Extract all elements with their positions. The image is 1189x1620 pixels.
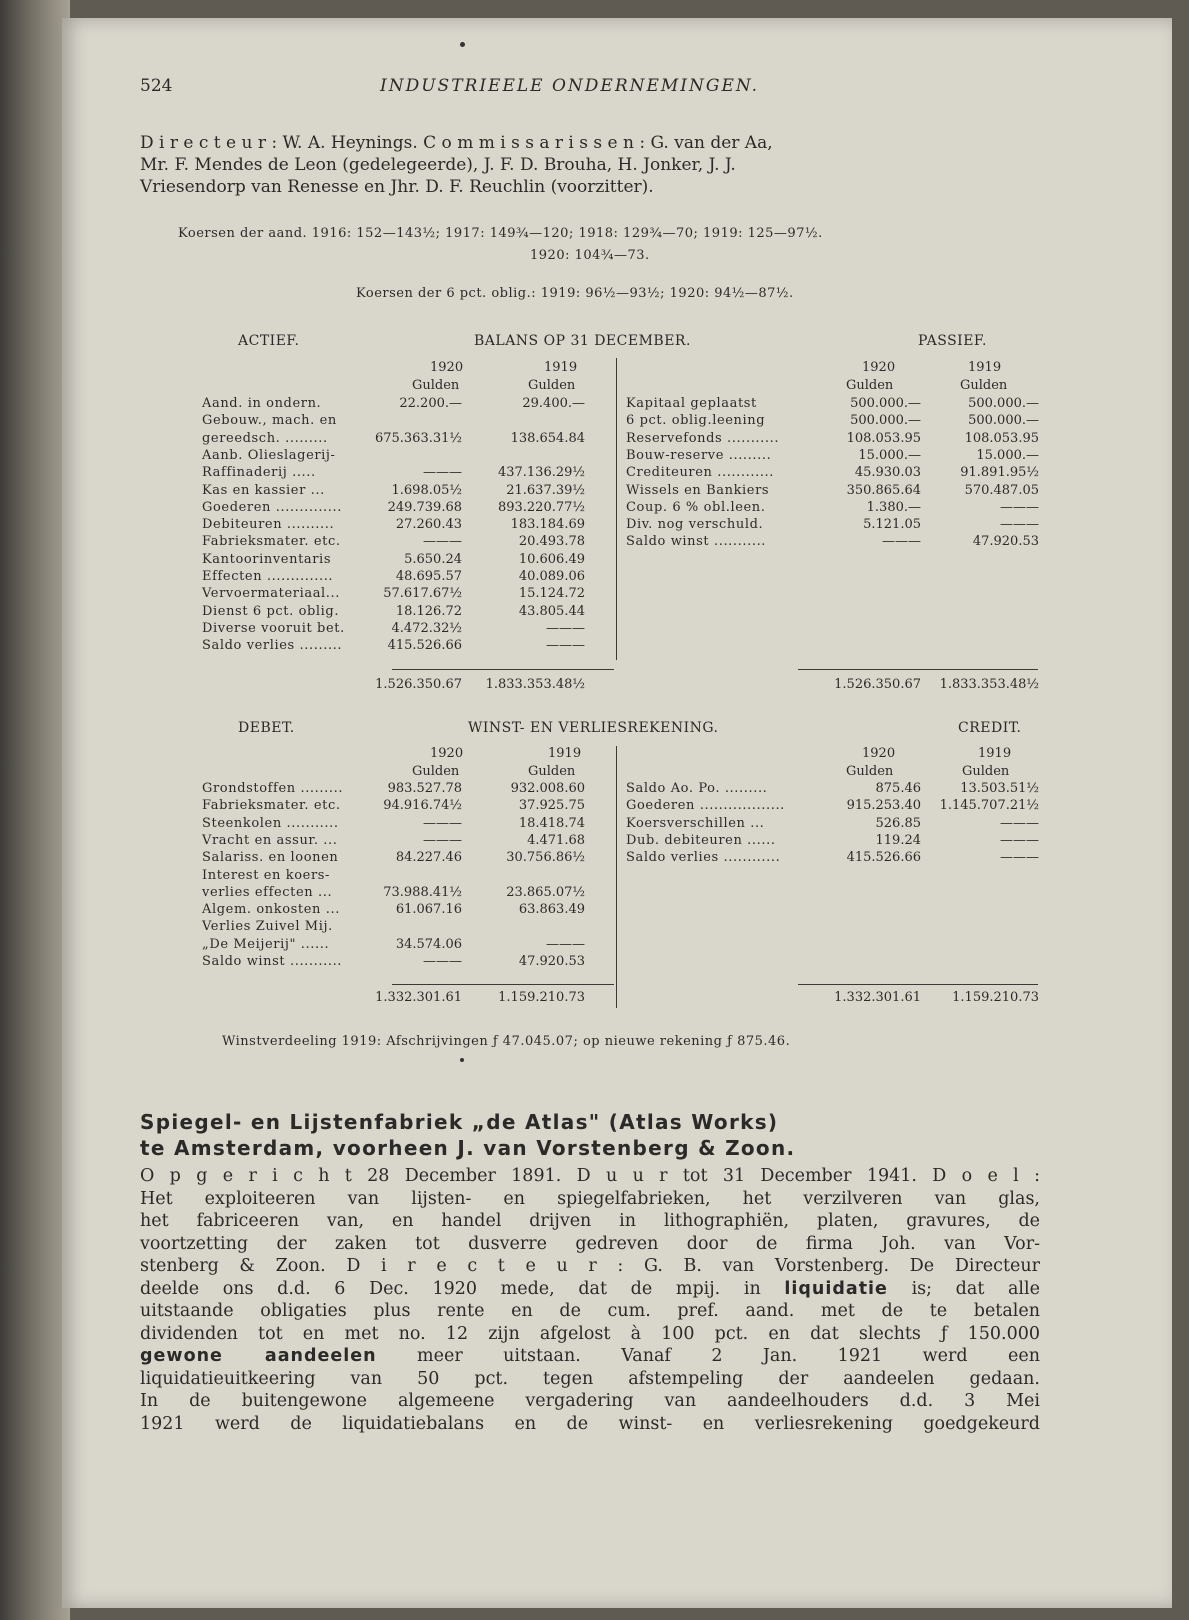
table-cell-v1920: 27.260.43 [395,517,462,533]
body-line: uitstaande obligaties plus rente en de cum. pref. aand. met de te betalen [140,1301,1040,1321]
table-row-label: Kantoorinventaris [202,551,332,567]
table-cell-v1920: ——— [423,815,462,831]
table-row-label: Grondstoffen ......... [202,781,344,796]
table-cell-v1920: 350.865.64 [846,482,921,498]
year-header: 1920 [430,360,464,375]
table-row-label: Bouw-reserve ......... [626,447,772,463]
management-line: D i r e c t e u r : W. A. Heynings. C o m m i s s a r i s s e n : G. van der Aa, [140,133,773,153]
table-cell-v1919: 437.136.29½ [497,465,585,481]
table-cell-v1920: 48.695.57 [395,569,462,584]
passief-heading: PASSIEF. [918,333,987,349]
table-row-label: 6 pct. oblig.leening [626,413,766,429]
table-row-label: Saldo verlies ......... [202,638,343,654]
table-row-label: Goederen .................. [626,798,785,814]
table-cell-v1919: 47.920.53 [518,954,585,969]
table-cell-v1920: 108.053.95 [846,430,921,446]
table-cell-v1919: 10.606.49 [518,551,585,567]
table-row-label: Fabrieksmater. etc. [202,534,341,550]
table-row-label: Wissels en Bankiers [626,482,770,498]
unit-header: Gulden [846,764,894,779]
table-cell-v1920: 73.988.41½ [383,884,462,900]
table-cell-v1919: 570.487.05 [964,482,1039,498]
body-line: 1921 werd de liquidatiebalans en de winst- en verliesrekening goedgekeurd [140,1413,1040,1434]
table-cell-v1919: 40.089.06 [518,569,585,584]
table-cell-v1920: 5.650.24 [404,551,462,567]
year-header: 1920 [430,746,464,761]
table-row-label: Coup. 6 % obl.leen. [626,499,766,515]
book-spine-edge [0,0,70,1620]
table-row-label: Interest en koers- [202,867,331,883]
table-row-label: Debiteuren .......... [202,517,335,533]
total-actief-1919: 1.833.353.48½ [485,677,585,692]
table-cell-v1919: 43.805.44 [518,603,585,619]
unit-header: Gulden [412,764,460,779]
table-cell-v1920: 415.526.66 [846,850,921,866]
body-line: O p g e r i c h t 28 December 1891. D u u r tot 31 December 1941. D o e l : [140,1166,1040,1186]
total-passief-1919: 1.833.353.48½ [939,677,1039,692]
management-line: Mr. F. Mendes de Leon (gedelegeerde), J. F. D. Brouha, H. Jonker, J. J. [140,155,736,175]
actief-heading: ACTIEF. [238,333,300,349]
table-cell-v1919: ——— [1000,499,1039,515]
share-prices-line: 1920: 104¾—73. [530,248,650,263]
table-cell-v1920: 675.363.31½ [374,430,462,446]
table-row-label: Aanb. Olieslagerij- [202,447,336,463]
table-row-label: Goederen .............. [202,499,342,515]
table-row-label: Verlies Zuivel Mij. [202,919,333,935]
table-cell-v1920: 415.526.66 [387,638,462,654]
table-cell-v1920: 915.253.40 [846,798,921,814]
table-cell-v1920: 18.126.72 [395,603,462,619]
table-row-label: Div. nog verschuld. [626,517,764,533]
share-prices-line: Koersen der aand. 1916: 152—143½; 1917: 149¾—120; 1918: 129¾—70; 1919: 125—97½. [178,226,823,241]
year-header: 1919 [548,746,582,761]
management-line: Vriesendorp van Renesse en Jhr. D. F. Reuchlin (voorzitter). [140,177,654,197]
table-cell-v1919: ——— [1000,517,1039,533]
table-cell-v1919: 23.865.07½ [506,884,585,900]
body-line: liquidatieuitkeering van 50 pct. tegen afstempeling der aandeelen gedaan. [140,1368,1040,1389]
table-cell-v1919: 893.220.77½ [497,499,585,515]
table-row-label: Koersverschillen ... [626,815,765,831]
table-cell-v1919: ——— [1000,815,1039,831]
table-cell-v1920: 526.85 [875,815,921,831]
table-row-label: Saldo winst ........... [202,954,343,969]
company-heading: Spiegel- en Lijstenfabriek „de Atlas" (Atlas Works) [140,1110,779,1134]
table-cell-v1920: ——— [423,832,462,848]
total-debet-1919: 1.159.210.73 [498,990,585,1005]
table-cell-v1919: 37.925.75 [518,798,585,814]
table-cell-v1919: 15.000.— [976,447,1039,463]
table-cell-v1920: 1.698.05½ [391,482,462,498]
company-heading: te Amsterdam, voorheen J. van Vorstenberg & Zoon. [140,1136,796,1160]
total-debet-1920: 1.332.301.61 [375,990,462,1005]
table-cell-v1920: ——— [423,465,462,481]
table-cell-v1920: 15.000.— [858,447,921,463]
table-cell-v1920: 94.916.74½ [383,798,462,814]
table-cell-v1919: 932.008.60 [510,781,585,796]
table-cell-v1920: ——— [423,954,462,969]
table-cell-v1919: 91.891.95½ [960,465,1039,481]
table-row-label: „De Meijerij" ...... [202,936,330,952]
column-divider [616,358,617,660]
table-cell-v1919: ——— [546,620,585,636]
table-row-label: Salariss. en loonen [202,850,339,866]
table-row-label: Diverse vooruit bet. [202,620,345,636]
page-number: 524 [140,76,173,96]
year-header: 1920 [862,360,896,375]
table-cell-v1919: 108.053.95 [964,430,1039,446]
year-header: 1919 [978,746,1012,761]
table-cell-v1919: 18.418.74 [518,815,585,831]
table-cell-v1920: 983.527.78 [387,781,462,796]
print-mark [460,42,465,47]
year-header: 1920 [862,746,896,761]
table-cell-v1920: 84.227.46 [395,850,462,866]
table-cell-v1920: 500.000.— [850,396,921,411]
profit-loss-title: WINST- EN VERLIESREKENING. [468,720,719,736]
total-passief-1920: 1.526.350.67 [834,677,921,692]
column-divider [616,746,617,1008]
unit-header: Gulden [846,378,894,393]
table-cell-v1919: 500.000.— [968,396,1039,411]
body-line: het fabriceeren van, en handel drijven in lithographiën, platen, gravures, de [140,1211,1040,1231]
table-row-label: Vervoermateriaal... [202,586,341,602]
table-cell-v1919: 138.654.84 [510,430,585,446]
table-row-label: Dub. debiteuren ...... [626,832,776,848]
body-line: gewone aandeelen meer uitstaan. Vanaf 2 Jan. 1921 werd een [140,1346,1040,1366]
table-cell-v1920: 500.000.— [850,413,921,429]
table-cell-v1920: 5.121.05 [863,517,921,533]
total-rule [392,984,614,985]
total-rule [798,669,1038,670]
total-rule [392,669,614,670]
total-actief-1920: 1.526.350.67 [375,677,462,692]
table-cell-v1920: 34.574.06 [395,936,462,952]
table-row-label: verlies effecten ... [202,884,333,900]
unit-header: Gulden [962,764,1010,779]
table-row-label: Vracht en assur. ... [202,832,338,848]
table-row-label: Saldo Ao. Po. ......... [626,781,768,796]
table-cell-v1919: 29.400.— [522,396,585,411]
company-description [140,1165,1040,1435]
unit-header: Gulden [412,378,460,393]
table-cell-v1919: 15.124.72 [518,586,585,602]
table-cell-v1920: 22.200.— [399,396,462,411]
table-cell-v1919: 21.637.39½ [506,482,585,498]
table-row-label: Crediteuren ............ [626,465,775,481]
year-header: 1919 [968,360,1002,375]
table-row-label: Aand. in ondern. [202,396,322,411]
table-cell-v1920: 875.46 [875,781,921,796]
table-cell-v1920: 45.930.03 [854,465,921,481]
table-row-label: Kapitaal geplaatst [626,396,757,411]
table-cell-v1920: 61.067.16 [395,902,462,918]
body-line: In de buitengewone algemeene vergadering van aandeelhouders d.d. 3 Mei [140,1391,1040,1411]
table-cell-v1920: 57.617.67½ [383,586,462,602]
table-row-label: Saldo winst ........... [626,534,767,550]
credit-heading: CREDIT. [958,720,1022,736]
table-cell-v1919: ——— [1000,832,1039,848]
debet-heading: DEBET. [238,720,295,736]
year-header: 1919 [544,360,578,375]
table-cell-v1920: 1.380.— [866,499,921,515]
unit-header: Gulden [528,764,576,779]
table-cell-v1919: 500.000.— [968,413,1039,429]
print-mark [460,1058,464,1062]
table-cell-v1920: 4.472.32½ [391,620,462,636]
running-header: INDUSTRIEELE ONDERNEMINGEN. [380,76,760,96]
table-cell-v1919: 13.503.51½ [960,781,1039,796]
table-row-label: Raffinaderij ..... [202,465,316,481]
bond-prices-line: Koersen der 6 pct. oblig.: 1919: 96½—93½; 1920: 94½—87½. [356,286,794,301]
total-rule [798,984,1038,985]
table-row-label: Steenkolen ........... [202,815,339,831]
table-row-label: Gebouw., mach. en [202,413,337,429]
balance-sheet-title: BALANS OP 31 DECEMBER. [474,333,691,349]
table-cell-v1920: 249.739.68 [387,499,462,515]
profit-distribution: Winstverdeeling 1919: Afschrijvingen ƒ 47.045.07; op nieuwe rekening ƒ 875.46. [222,1034,791,1049]
table-row-label: Fabrieksmater. etc. [202,798,341,814]
table-cell-v1919: ——— [546,936,585,952]
body-line: Het exploiteeren van lijsten- en spiegelfabrieken, het verzilveren van glas, [140,1188,1040,1209]
table-cell-v1919: ——— [546,638,585,654]
table-row-label: Saldo verlies ............ [626,850,781,866]
table-cell-v1919: ——— [1000,850,1039,866]
body-line: voortzetting der zaken tot dusverre gedreven door de firma Joh. van Vor- [140,1233,1040,1254]
table-cell-v1919: 30.756.86½ [506,850,585,866]
table-row-label: Algem. onkosten ... [202,902,340,918]
table-cell-v1919: 47.920.53 [972,534,1039,550]
table-cell-v1920: ——— [882,534,921,550]
table-cell-v1920: ——— [423,534,462,550]
table-cell-v1919: 1.145.707.21½ [939,798,1039,814]
table-row-label: gereedsch. ......... [202,430,328,446]
table-row-label: Effecten .............. [202,569,334,584]
total-credit-1920: 1.332.301.61 [834,990,921,1005]
body-line: deelde ons d.d. 6 Dec. 1920 mede, dat de mpij. in liquidatie is; dat alle [140,1278,1040,1299]
table-cell-v1919: 183.184.69 [510,517,585,533]
table-row-label: Dienst 6 pct. oblig. [202,603,340,619]
table-cell-v1919: 4.471.68 [527,832,585,848]
table-cell-v1920: 119.24 [875,832,921,848]
unit-header: Gulden [528,378,576,393]
body-line: stenberg & Zoon. D i r e c t e u r : G. B. van Vorstenberg. De Directeur [140,1256,1040,1276]
table-row-label: Kas en kassier ... [202,482,325,498]
management-paragraph [140,132,1040,198]
table-cell-v1919: 20.493.78 [518,534,585,550]
unit-header: Gulden [960,378,1008,393]
total-credit-1919: 1.159.210.73 [952,990,1039,1005]
body-line: dividenden tot en met no. 12 zijn afgelost à 100 pct. en dat slechts ƒ 150.000 [140,1323,1040,1344]
table-row-label: Reservefonds ........... [626,430,780,446]
table-cell-v1919: 63.863.49 [518,902,585,918]
